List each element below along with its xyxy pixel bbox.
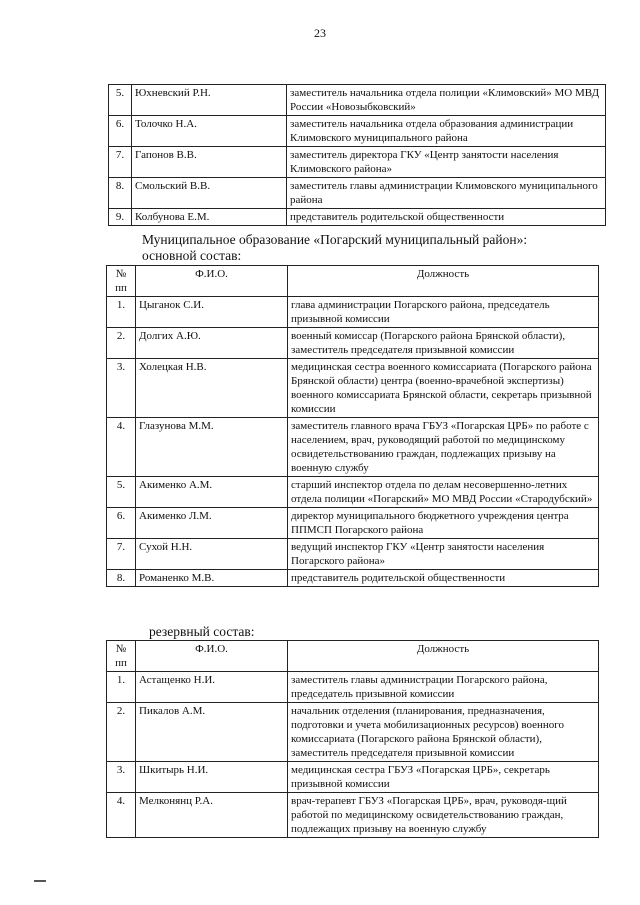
row-name: Долгих А.Ю. xyxy=(136,328,288,359)
table-pogar-reserve xyxy=(106,640,599,838)
row-name: Колбунова Е.М. xyxy=(132,209,287,226)
table-header-row xyxy=(107,266,599,297)
section-pogar-subtitle: основной состав: xyxy=(142,248,242,263)
row-number: 4. xyxy=(107,793,136,838)
row-position: представитель родительской общественности xyxy=(288,570,599,587)
row-name: Шкитырь Н.И. xyxy=(136,762,288,793)
row-name: Глазунова М.М. xyxy=(136,418,288,477)
table-row xyxy=(107,672,599,703)
table-row xyxy=(107,762,599,793)
header-num: № пп xyxy=(107,266,136,297)
table-row xyxy=(107,703,599,762)
row-name: Толочко Н.А. xyxy=(132,116,287,147)
row-number: 8. xyxy=(109,178,132,209)
section-pogar-title: Муниципальное образование «Погарский муниципальный район»: xyxy=(142,232,528,247)
row-number: 9. xyxy=(109,209,132,226)
table-klimovo-body xyxy=(109,85,606,226)
row-name: Смольский В.В. xyxy=(132,178,287,209)
table-row xyxy=(107,297,599,328)
header-position: Должность xyxy=(288,641,599,672)
row-name: Гапонов В.В. xyxy=(132,147,287,178)
row-position: ведущий инспектор ГКУ «Центр занятости населения Погарского района» xyxy=(288,539,599,570)
table-row xyxy=(107,539,599,570)
row-position: заместитель начальника отдела полиции «Климовский» МО МВД России «Новозыбковский» xyxy=(287,85,606,116)
row-name: Астащенко Н.И. xyxy=(136,672,288,703)
table-row xyxy=(109,147,606,178)
table-row xyxy=(107,328,599,359)
table-row xyxy=(107,418,599,477)
row-position: медицинская сестра ГБУЗ «Погарская ЦРБ», секретарь призывной комиссии xyxy=(288,762,599,793)
table-pogar-main-body xyxy=(107,297,599,587)
page-number: 23 xyxy=(314,26,326,40)
row-position: медицинская сестра военного комиссариата (Погарского района Брянской области) центра (военно-врачебной экспертизы) военного комиссариата Брянской области, секретарь призывной комиссии xyxy=(288,359,599,418)
row-position: глава администрации Погарского района, председатель призывной комиссии xyxy=(288,297,599,328)
row-number: 1. xyxy=(107,297,136,328)
row-number: 6. xyxy=(107,508,136,539)
row-number: 2. xyxy=(107,703,136,762)
table-row xyxy=(109,209,606,226)
row-number: 3. xyxy=(107,359,136,418)
section-reserve-title: резервный состав: xyxy=(149,624,255,639)
table-row xyxy=(107,570,599,587)
row-number: 8. xyxy=(107,570,136,587)
row-number: 6. xyxy=(109,116,132,147)
header-position: Должность xyxy=(288,266,599,297)
row-name: Романенко М.В. xyxy=(136,570,288,587)
row-name: Акименко А.М. xyxy=(136,477,288,508)
row-position: заместитель директора ГКУ «Центр занятости населения Климовского района» xyxy=(287,147,606,178)
header-name: Ф.И.О. xyxy=(136,641,288,672)
header-name: Ф.И.О. xyxy=(136,266,288,297)
row-number: 2. xyxy=(107,328,136,359)
table-header-row xyxy=(107,641,599,672)
row-position: врач-терапевт ГБУЗ «Погарская ЦРБ», врач, руководя-щий работой по медицинскому освидетельствованию граждан, подлежащих призыву на военную службу xyxy=(288,793,599,838)
table-row xyxy=(107,477,599,508)
row-number: 5. xyxy=(109,85,132,116)
table-row xyxy=(107,508,599,539)
row-position: начальник отделения (планирования, предназначения, подготовки и учета мобилизационных ресурсов) военного комиссариата (Погарского района Брянской области), заместитель председателя призывной комиссии xyxy=(288,703,599,762)
table-row xyxy=(109,85,606,116)
row-number: 7. xyxy=(107,539,136,570)
table-klimovo-continued xyxy=(108,84,606,226)
row-position: заместитель главы администрации Погарского района, председатель призывной комиссии xyxy=(288,672,599,703)
table-row xyxy=(109,116,606,147)
row-name: Юхневский Р.Н. xyxy=(132,85,287,116)
row-number: 7. xyxy=(109,147,132,178)
table-row xyxy=(109,178,606,209)
row-name: Сухой Н.Н. xyxy=(136,539,288,570)
row-name: Мелконянц Р.А. xyxy=(136,793,288,838)
table-pogar-main xyxy=(106,265,599,587)
row-number: 4. xyxy=(107,418,136,477)
footer-mark xyxy=(34,880,46,882)
table-pogar-reserve-body xyxy=(107,672,599,838)
row-name: Акименко Л.М. xyxy=(136,508,288,539)
row-position: военный комиссар (Погарского района Брянской области), заместитель председателя призывной комиссии xyxy=(288,328,599,359)
row-number: 1. xyxy=(107,672,136,703)
row-position: старший инспектор отдела по делам несовершенно-летних отдела полиции «Погарский» МО МВД России «Стародубский» xyxy=(288,477,599,508)
header-num: № пп xyxy=(107,641,136,672)
row-position: заместитель главы администрации Климовского муниципального района xyxy=(287,178,606,209)
row-number: 3. xyxy=(107,762,136,793)
row-name: Пикалов А.М. xyxy=(136,703,288,762)
row-position: заместитель начальника отдела образования администрации Климовского муниципального района xyxy=(287,116,606,147)
row-position: заместитель главного врача ГБУЗ «Погарская ЦРБ» по работе с населением, врач, руководящий работой по медицинскому освидетельствованию граждан, подлежащих призыву на военную службу xyxy=(288,418,599,477)
row-number: 5. xyxy=(107,477,136,508)
table-row xyxy=(107,359,599,418)
row-position: представитель родительской общественности xyxy=(287,209,606,226)
row-position: директор муниципального бюджетного учреждения центра ППМСП Погарского района xyxy=(288,508,599,539)
row-name: Цыганок С.И. xyxy=(136,297,288,328)
table-row xyxy=(107,793,599,838)
row-name: Холецкая Н.В. xyxy=(136,359,288,418)
